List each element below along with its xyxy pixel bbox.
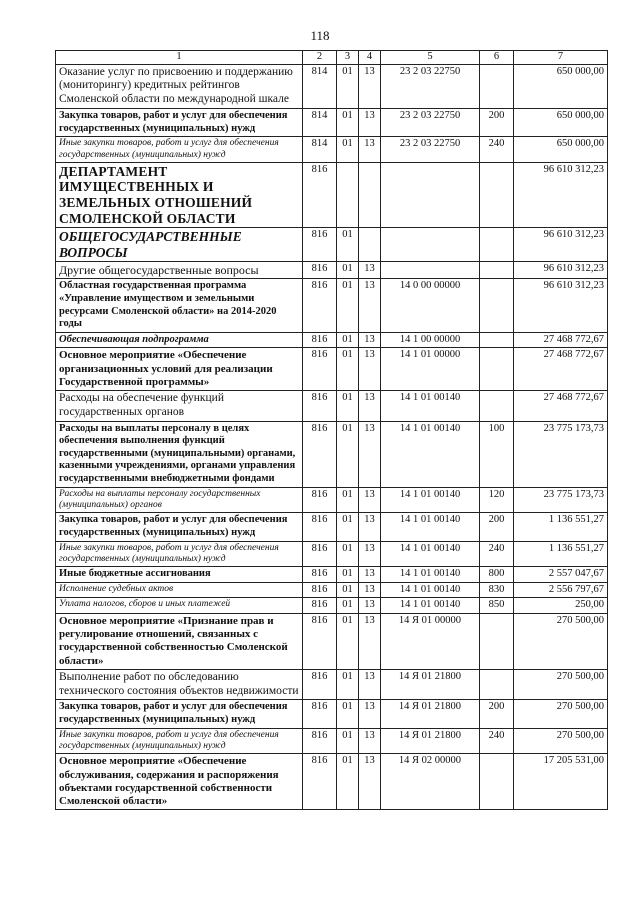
row-amount: 650 000,00 <box>514 64 608 108</box>
table-row <box>56 567 608 583</box>
row-section-code: 01 <box>337 228 359 262</box>
row-admin-code: 816 <box>303 421 337 487</box>
row-expense-type <box>480 390 514 421</box>
row-expense-type: 200 <box>480 513 514 541</box>
row-subsection-code: 13 <box>359 582 381 598</box>
row-amount: 96 610 312,23 <box>514 279 608 332</box>
row-name: Иные закупки товаров, работ и услуг для обеспечения государственных (муниципальных) нужд <box>56 728 303 754</box>
row-admin-code: 816 <box>303 541 337 567</box>
row-amount: 270 500,00 <box>514 728 608 754</box>
row-amount: 96 610 312,23 <box>514 228 608 262</box>
row-admin-code: 816 <box>303 754 337 810</box>
row-expense-type <box>480 348 514 391</box>
table-row <box>56 487 608 513</box>
row-section-code: 01 <box>337 700 359 728</box>
row-expense-type <box>480 262 514 279</box>
row-target-code: 14 Я 01 21800 <box>381 700 480 728</box>
row-target-code <box>381 262 480 279</box>
row-admin-code: 816 <box>303 728 337 754</box>
header-col-2: 2 <box>303 51 337 65</box>
row-expense-type <box>480 669 514 700</box>
row-name: Обеспечивающая подпрограмма <box>56 332 303 348</box>
row-expense-type <box>480 754 514 810</box>
row-section-code: 01 <box>337 614 359 670</box>
row-expense-type <box>480 162 514 227</box>
row-subsection-code: 13 <box>359 348 381 391</box>
row-target-code: 14 Я 01 21800 <box>381 669 480 700</box>
row-expense-type <box>480 332 514 348</box>
row-section-code: 01 <box>337 279 359 332</box>
row-amount: 270 500,00 <box>514 700 608 728</box>
row-target-code: 23 2 03 22750 <box>381 64 480 108</box>
row-admin-code: 816 <box>303 614 337 670</box>
row-admin-code: 816 <box>303 332 337 348</box>
row-target-code: 14 1 01 00140 <box>381 513 480 541</box>
row-expense-type: 830 <box>480 582 514 598</box>
row-subsection-code <box>359 162 381 227</box>
row-subsection-code: 13 <box>359 513 381 541</box>
row-amount: 27 468 772,67 <box>514 332 608 348</box>
row-section-code <box>337 162 359 227</box>
row-amount: 23 775 173,73 <box>514 487 608 513</box>
table-row <box>56 421 608 487</box>
row-target-code: 14 1 01 00000 <box>381 348 480 391</box>
row-subsection-code: 13 <box>359 567 381 583</box>
row-admin-code: 816 <box>303 279 337 332</box>
row-admin-code: 816 <box>303 262 337 279</box>
row-section-code: 01 <box>337 567 359 583</box>
row-section-code: 01 <box>337 728 359 754</box>
row-expense-type <box>480 228 514 262</box>
row-amount: 96 610 312,23 <box>514 162 608 227</box>
row-section-code: 01 <box>337 262 359 279</box>
row-expense-type <box>480 279 514 332</box>
table-header-row <box>56 51 608 65</box>
row-admin-code: 816 <box>303 567 337 583</box>
budget-table <box>55 50 608 810</box>
row-expense-type: 240 <box>480 137 514 163</box>
row-name: Иные закупки товаров, работ и услуг для обеспечения государственных (муниципальных) нужд <box>56 137 303 163</box>
row-amount: 96 610 312,23 <box>514 262 608 279</box>
row-target-code: 14 1 00 00000 <box>381 332 480 348</box>
table-row <box>56 390 608 421</box>
row-name: Закупка товаров, работ и услуг для обеспечения государственных (муниципальных) нужд <box>56 513 303 541</box>
table-row <box>56 137 608 163</box>
row-subsection-code: 13 <box>359 390 381 421</box>
table-row <box>56 162 608 227</box>
row-admin-code: 816 <box>303 582 337 598</box>
row-target-code: 14 1 01 00140 <box>381 582 480 598</box>
row-target-code: 14 Я 01 00000 <box>381 614 480 670</box>
table-row <box>56 728 608 754</box>
row-name: ОБЩЕГОСУДАРСТВЕННЫЕ ВОПРОСЫ <box>56 228 303 262</box>
row-subsection-code: 13 <box>359 614 381 670</box>
row-name: Расходы на обеспечение функций государственных органов <box>56 390 303 421</box>
row-expense-type <box>480 614 514 670</box>
table-row <box>56 262 608 279</box>
table-row <box>56 754 608 810</box>
row-admin-code: 814 <box>303 137 337 163</box>
row-name: Оказание услуг по присвоению и поддержанию (мониторингу) кредитных рейтингов Смоленской области по международной шкале <box>56 64 303 108</box>
row-target-code: 14 0 00 00000 <box>381 279 480 332</box>
row-target-code: 23 2 03 22750 <box>381 137 480 163</box>
row-expense-type: 240 <box>480 728 514 754</box>
row-name: Исполнение судебных актов <box>56 582 303 598</box>
row-subsection-code: 13 <box>359 262 381 279</box>
row-subsection-code: 13 <box>359 279 381 332</box>
table-row <box>56 541 608 567</box>
row-target-code: 14 1 01 00140 <box>381 421 480 487</box>
row-section-code: 01 <box>337 332 359 348</box>
row-target-code <box>381 228 480 262</box>
header-col-6: 6 <box>480 51 514 65</box>
row-name: Уплата налогов, сборов и иных платежей <box>56 598 303 614</box>
row-section-code: 01 <box>337 108 359 136</box>
row-admin-code: 816 <box>303 487 337 513</box>
row-name: ДЕПАРТАМЕНТ ИМУЩЕСТВЕННЫХ И ЗЕМЕЛЬНЫХ ОТНОШЕНИЙ СМОЛЕНСКОЙ ОБЛАСТИ <box>56 162 303 227</box>
row-target-code <box>381 162 480 227</box>
row-subsection-code: 13 <box>359 487 381 513</box>
header-col-4: 4 <box>359 51 381 65</box>
header-col-5: 5 <box>381 51 480 65</box>
table-row <box>56 700 608 728</box>
row-name: Основное мероприятие «Признание прав и регулирование отношений, связанных с государственной собственностью Смоленской области» <box>56 614 303 670</box>
row-admin-code: 816 <box>303 390 337 421</box>
table-row <box>56 669 608 700</box>
row-section-code: 01 <box>337 754 359 810</box>
row-section-code: 01 <box>337 137 359 163</box>
row-section-code: 01 <box>337 421 359 487</box>
row-subsection-code: 13 <box>359 421 381 487</box>
row-section-code: 01 <box>337 582 359 598</box>
row-expense-type: 800 <box>480 567 514 583</box>
row-name: Расходы на выплаты персоналу государственных (муниципальных) органов <box>56 487 303 513</box>
row-subsection-code: 13 <box>359 541 381 567</box>
row-expense-type: 240 <box>480 541 514 567</box>
row-subsection-code: 13 <box>359 108 381 136</box>
header-col-3: 3 <box>337 51 359 65</box>
row-name: Другие общегосударственные вопросы <box>56 262 303 279</box>
row-target-code: 14 1 01 00140 <box>381 541 480 567</box>
row-name: Областная государственная программа «Управление имуществом и земельными ресурсами Смоленской области» на 2014-2020 годы <box>56 279 303 332</box>
row-amount: 27 468 772,67 <box>514 390 608 421</box>
row-subsection-code: 13 <box>359 700 381 728</box>
row-subsection-code: 13 <box>359 64 381 108</box>
row-section-code: 01 <box>337 390 359 421</box>
row-admin-code: 816 <box>303 669 337 700</box>
row-target-code: 14 1 01 00140 <box>381 567 480 583</box>
row-amount: 650 000,00 <box>514 137 608 163</box>
row-target-code: 14 1 01 00140 <box>381 598 480 614</box>
table-row <box>56 598 608 614</box>
row-section-code: 01 <box>337 513 359 541</box>
row-amount: 2 556 797,67 <box>514 582 608 598</box>
row-amount: 27 468 772,67 <box>514 348 608 391</box>
row-name: Расходы на выплаты персоналу в целях обеспечения выполнения функций государственными (муниципальными) органами, казенными учреждениями, органами управления государственными внебюджетными фондами <box>56 421 303 487</box>
row-expense-type: 850 <box>480 598 514 614</box>
row-expense-type: 120 <box>480 487 514 513</box>
row-section-code: 01 <box>337 64 359 108</box>
row-target-code: 14 1 01 00140 <box>381 390 480 421</box>
row-name: Иные закупки товаров, работ и услуг для обеспечения государственных (муниципальных) нужд <box>56 541 303 567</box>
table-row <box>56 582 608 598</box>
row-section-code: 01 <box>337 669 359 700</box>
row-amount: 23 775 173,73 <box>514 421 608 487</box>
header-col-1: 1 <box>56 51 303 65</box>
row-admin-code: 814 <box>303 64 337 108</box>
row-amount: 250,00 <box>514 598 608 614</box>
row-amount: 1 136 551,27 <box>514 541 608 567</box>
row-section-code: 01 <box>337 348 359 391</box>
table-row <box>56 279 608 332</box>
row-subsection-code: 13 <box>359 669 381 700</box>
row-section-code: 01 <box>337 487 359 513</box>
row-expense-type: 100 <box>480 421 514 487</box>
table-row <box>56 332 608 348</box>
row-target-code: 23 2 03 22750 <box>381 108 480 136</box>
row-section-code: 01 <box>337 598 359 614</box>
row-amount: 2 557 047,67 <box>514 567 608 583</box>
row-amount: 270 500,00 <box>514 614 608 670</box>
row-admin-code: 816 <box>303 228 337 262</box>
row-expense-type: 200 <box>480 700 514 728</box>
row-name: Закупка товаров, работ и услуг для обеспечения государственных (муниципальных) нужд <box>56 108 303 136</box>
header-col-7: 7 <box>514 51 608 65</box>
row-expense-type <box>480 64 514 108</box>
row-name: Основное мероприятие «Обеспечение обслуживания, содержания и распоряжения объектами государственной собственности Смоленской области» <box>56 754 303 810</box>
row-amount: 17 205 531,00 <box>514 754 608 810</box>
row-subsection-code: 13 <box>359 137 381 163</box>
table-row <box>56 513 608 541</box>
row-expense-type: 200 <box>480 108 514 136</box>
table-row <box>56 64 608 108</box>
row-name: Закупка товаров, работ и услуг для обеспечения государственных (муниципальных) нужд <box>56 700 303 728</box>
row-admin-code: 816 <box>303 700 337 728</box>
row-section-code: 01 <box>337 541 359 567</box>
row-name: Выполнение работ по обследованию технического состояния объектов недвижимости <box>56 669 303 700</box>
row-target-code: 14 Я 02 00000 <box>381 754 480 810</box>
row-subsection-code: 13 <box>359 332 381 348</box>
row-name: Основное мероприятие «Обеспечение организационных условий для реализации Государственной программы» <box>56 348 303 391</box>
row-amount: 1 136 551,27 <box>514 513 608 541</box>
row-admin-code: 816 <box>303 598 337 614</box>
row-target-code: 14 Я 01 21800 <box>381 728 480 754</box>
row-admin-code: 816 <box>303 162 337 227</box>
row-subsection-code: 13 <box>359 598 381 614</box>
table-row <box>56 348 608 391</box>
row-admin-code: 814 <box>303 108 337 136</box>
table-row <box>56 228 608 262</box>
row-admin-code: 816 <box>303 348 337 391</box>
row-amount: 270 500,00 <box>514 669 608 700</box>
table-row <box>56 108 608 136</box>
row-admin-code: 816 <box>303 513 337 541</box>
page-number: 118 <box>310 28 330 43</box>
table-row <box>56 614 608 670</box>
row-amount: 650 000,00 <box>514 108 608 136</box>
row-subsection-code: 13 <box>359 754 381 810</box>
row-subsection-code: 13 <box>359 728 381 754</box>
row-name: Иные бюджетные ассигнования <box>56 567 303 583</box>
row-subsection-code <box>359 228 381 262</box>
row-target-code: 14 1 01 00140 <box>381 487 480 513</box>
